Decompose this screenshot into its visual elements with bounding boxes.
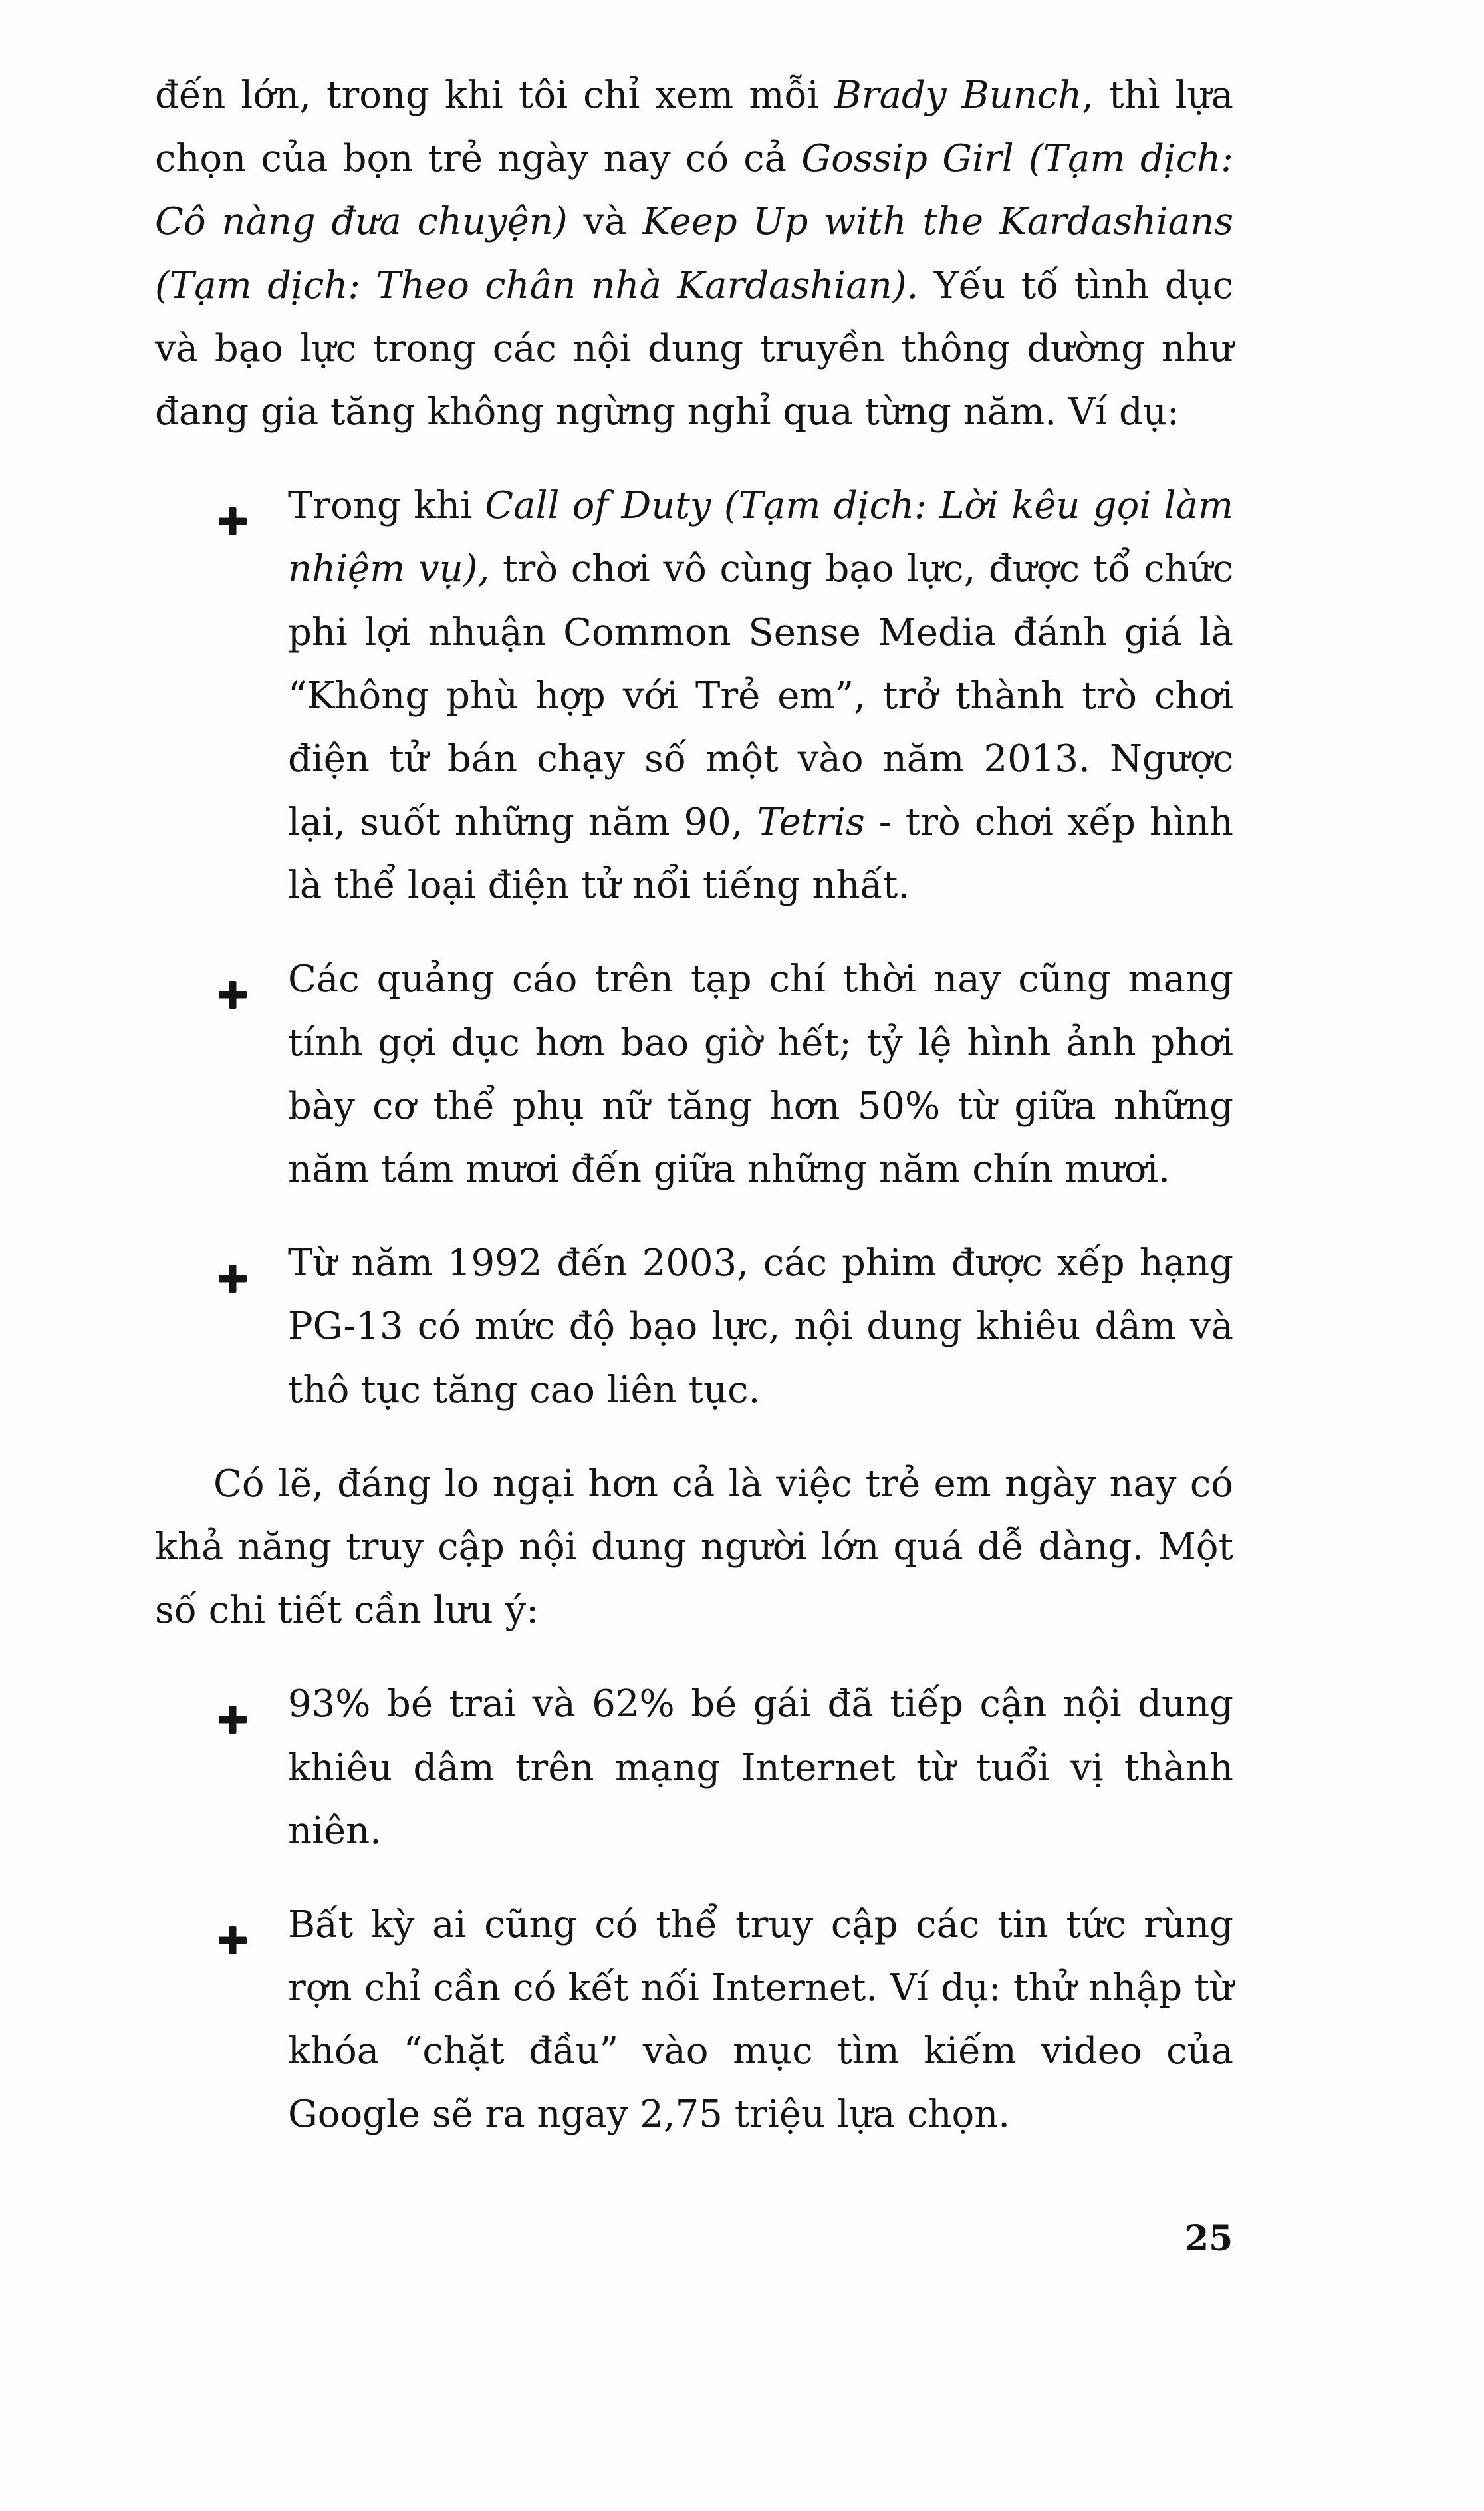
cross-bullet-icon [219,1672,288,1863]
italic-text-segment: Brady Bunch [834,74,1082,117]
bullet-text [288,948,1233,1201]
text-segment: , thì lựa chọn của bọn trẻ ngày nay có cả [155,74,1233,181]
cross-icon [219,981,247,1009]
bullet-text [288,1672,1233,1863]
text-segment: Trong khi [288,484,485,528]
bullet-item [219,1672,1233,1863]
cross-bullet-icon [219,474,288,917]
bullet-item [219,948,1233,1201]
bullet-item [219,1893,1233,2147]
cross-bullet-icon [219,1893,288,2147]
text-segment: 93% bé trai và 62% bé gái đã tiếp cận nội dung khiêu dâm trên mạng Internet từ tuổi vị thành niên. [288,1682,1233,1853]
bullet-text [288,1893,1233,2147]
page-content [155,64,1233,2177]
page-number: 25 [1185,2218,1233,2259]
text-segment: Yếu tố tình dục và bạo lực trong các nội dung truyền thông dường như đang gia tăng không ngừng nghỉ qua từng năm. Ví dụ: [155,263,1234,434]
cross-icon [219,507,247,535]
text-segment: Các quảng cáo trên tạp chí thời nay cũng mang tính gợi dục hơn bao giờ hết; tỷ lệ hình ảnh phơi bày cơ thể phụ nữ tăng hơn 50% từ giữa những năm tám mươi đến giữa những năm chín mươi. [288,958,1233,1191]
paragraph [155,64,1233,444]
bullet-item [219,1232,1233,1422]
cross-bullet-icon [219,948,288,1201]
text-segment: - trò chơi xếp hình là thể loại điện tử nổi tiếng nhất. [288,801,1234,908]
cross-icon [219,1706,247,1734]
italic-text-segment: Keep Up with the Kardashians (Tạm dịch: Theo chân nhà Kardashian). [155,200,1233,307]
cross-icon [219,1265,247,1293]
bullet-text [288,474,1233,917]
bullet-text [288,1232,1233,1422]
paragraph [155,1452,1233,1643]
cross-icon [219,1926,247,1954]
text-segment: Bất kỳ ai cũng có thể truy cập các tin tức rùng rợn chỉ cần có kết nối Internet. Ví dụ: thử nhập từ khóa “chặt đầu” vào mục tìm kiếm video của Google sẽ ra ngay 2,75 triệu lựa chọn. [288,1903,1233,2137]
text-segment: trò chơi vô cùng bạo lực, được tổ chức phi lợi nhuận Common Sense Media đánh giá là “Không phù hợp với Trẻ em”, trở thành trò chơi điện tử bán chạy số một vào năm 2013. Ngược lại, suốt những năm 90, [288,547,1233,845]
italic-text-segment: Gossip Girl (Tạm dịch: Cô nàng đưa chuyện) [155,137,1233,244]
text-segment: đến lớn, trong khi tôi chỉ xem mỗi [155,74,834,117]
cross-bullet-icon [219,1232,288,1422]
italic-text-segment: Call of Duty (Tạm dịch: Lời kêu gọi làm nhiệm vụ), [288,484,1233,591]
text-segment: Có lẽ, đáng lo ngại hơn cả là việc trẻ em ngày nay có khả năng truy cập nội dung người lớn quá dễ dàng. Một số chi tiết cần lưu ý: [155,1462,1233,1633]
italic-text-segment: Tetris [757,801,865,845]
text-segment: Từ năm 1992 đến 2003, các phim được xếp hạng PG-13 có mức độ bạo lực, nội dung khiêu dâm và thô tục tăng cao liên tục. [288,1242,1233,1412]
text-segment: và [567,200,643,244]
bullet-item [219,474,1233,917]
